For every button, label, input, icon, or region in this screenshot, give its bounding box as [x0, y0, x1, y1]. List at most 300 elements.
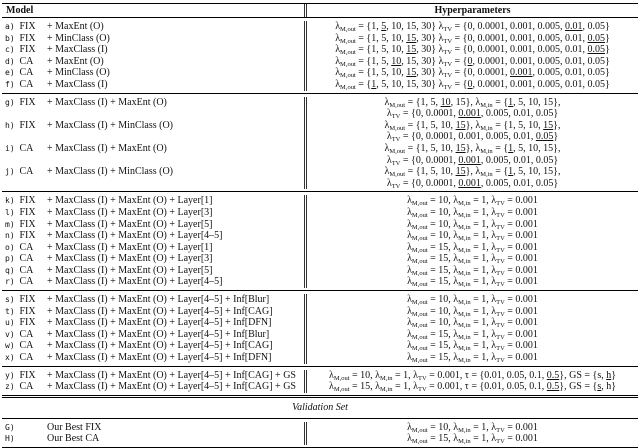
model-type: FIX	[19, 96, 36, 108]
model-description: + MaxEnt (O)	[47, 21, 104, 32]
row-label	[5, 370, 47, 382]
hp-text: = {	[452, 55, 468, 67]
hp-subscript: TV	[496, 438, 505, 446]
hp-subscript: M,out	[411, 200, 428, 208]
hp-line	[307, 97, 638, 109]
model-cell	[2, 207, 304, 219]
hp-subscript: M,in	[458, 258, 471, 266]
hp-text: λ	[407, 276, 412, 288]
hyperparameters-cell	[304, 381, 638, 393]
hp-text: λ	[384, 166, 390, 178]
hp-subscript: M,out	[340, 49, 356, 57]
hp-text: λ	[407, 340, 412, 352]
hp-text: λ	[335, 44, 341, 56]
hp-subscript: M,out	[411, 333, 428, 341]
hp-subscript: M,in	[458, 322, 471, 330]
hp-line	[307, 44, 638, 56]
row-id: i)	[5, 143, 15, 153]
model-type: FIX	[19, 317, 36, 329]
hp-underlined-best: 15	[455, 166, 466, 178]
hp-subscript: M,in	[458, 235, 471, 243]
model-cell	[2, 166, 304, 189]
hp-text: = 1, λ	[392, 381, 418, 393]
hp-subscript: TV	[496, 246, 505, 254]
hp-subscript: M,out	[411, 322, 428, 330]
model-type: FIX	[19, 44, 36, 56]
hp-text: = 15, λ	[427, 264, 459, 276]
hp-underlined-best: 0	[467, 55, 473, 67]
hp-text: λ	[384, 96, 390, 108]
hp-text: , 15, 30} λ	[401, 55, 444, 67]
hp-subscript: TV	[496, 223, 505, 231]
row-label	[5, 166, 47, 178]
hp-text: = {1, 5, 10,	[355, 67, 407, 79]
model-description: + MaxEnt (O)	[47, 55, 104, 67]
hp-subscript: M,in	[458, 438, 471, 446]
hp-text: λ	[328, 381, 334, 393]
hp-underlined-best: 1	[508, 166, 514, 178]
hp-text: = 15, λ	[427, 241, 459, 253]
model-type: FIX	[19, 230, 36, 242]
hp-underlined-best: 0.05	[587, 32, 605, 44]
model-type: CA	[19, 142, 34, 154]
model-cell	[2, 143, 304, 166]
hp-text: λ	[407, 294, 412, 306]
hp-line	[307, 108, 638, 120]
hp-text: = 0.001	[504, 206, 538, 218]
hp-subscript: TV	[496, 200, 505, 208]
hp-subscript: M,out	[411, 258, 428, 266]
hp-underlined-best: 15	[406, 32, 417, 44]
hp-text: = 1, λ	[470, 421, 497, 433]
hp-line	[307, 79, 638, 91]
hp-text: = 10, λ	[427, 230, 459, 242]
hp-subscript: TV	[496, 269, 505, 277]
model-description: + MaxClass (I)	[47, 44, 108, 56]
hp-underlined-best: 15	[455, 119, 466, 131]
hp-underlined-best: 0.05	[535, 131, 554, 143]
hp-subscript: TV	[391, 182, 401, 190]
hp-text: λ	[386, 177, 392, 189]
hp-text: = 0.001	[504, 195, 538, 207]
hp-text: , 5, 10, 15, 30} λ	[376, 78, 444, 90]
model-cell	[2, 381, 304, 393]
hp-underlined-best: 0.001	[510, 67, 533, 79]
model-cell	[2, 370, 304, 382]
hp-text: , h}	[601, 381, 617, 393]
hp-text: λ	[407, 421, 412, 433]
hp-subscript: TV	[443, 72, 453, 80]
hp-line	[307, 56, 638, 68]
hp-subscript: M,out	[340, 37, 356, 45]
hp-subscript: M,out	[411, 345, 428, 353]
table-row	[2, 67, 638, 79]
validation-set-heading: Validation Set	[2, 395, 638, 418]
model-type: FIX	[19, 206, 36, 218]
row-label	[5, 433, 47, 445]
hp-text: = 15, λ	[427, 340, 459, 352]
hp-text: = 0.001, τ = {0.01, 0.05, 0.1,	[426, 369, 547, 381]
model-cell	[2, 306, 304, 318]
hp-line	[307, 195, 638, 207]
hp-text: = 0.001	[504, 218, 538, 230]
hp-text: λ	[335, 21, 341, 32]
hp-subscript: M,out	[411, 246, 428, 254]
table-row	[2, 352, 638, 364]
model-type: FIX	[19, 305, 36, 317]
hp-subscript: M,out	[389, 101, 406, 109]
hp-subscript: TV	[496, 211, 505, 219]
model-cell	[2, 97, 304, 120]
hp-text: , 30} λ	[416, 44, 444, 56]
row-label	[5, 276, 47, 288]
hp-text: = {0, 0.0001,	[452, 67, 510, 79]
row-label	[5, 422, 47, 434]
table-row	[2, 219, 638, 231]
hp-text: , 0.0001, 0.001, 0.005, 0.01, 0.05}	[472, 78, 610, 90]
model-cell	[2, 253, 304, 265]
hp-underlined-best: 15	[406, 67, 417, 79]
hp-line	[307, 352, 638, 364]
hyperparameters-cell	[304, 352, 638, 364]
hp-subscript: M,out	[411, 438, 428, 446]
hyperparameter-table	[2, 3, 638, 448]
hp-text: = 1, λ	[470, 206, 497, 218]
model-type: FIX	[19, 369, 36, 381]
hp-text: = 0.001	[504, 352, 538, 364]
row-label	[5, 219, 47, 231]
table-row	[2, 21, 638, 33]
hp-text: , 10, 15, 30} λ	[386, 21, 444, 32]
hyperparameters-cell	[304, 21, 638, 33]
model-type: CA	[19, 241, 34, 253]
hp-text: }	[611, 369, 617, 381]
hp-line	[307, 422, 638, 434]
hp-line	[307, 67, 638, 79]
hp-underlined-best: 1	[371, 78, 377, 90]
hp-subscript: M,out	[411, 269, 428, 277]
hp-underlined-best: 0.5	[546, 369, 560, 381]
model-description: + MaxClass (I) + MaxEnt (O) + Layer[3]	[47, 206, 213, 218]
row-id: k)	[5, 196, 15, 206]
hp-text: λ	[407, 218, 412, 230]
hp-text: λ	[407, 433, 412, 445]
hp-text: = {0, 0.0001, 0.001, 0.005,	[452, 21, 565, 32]
hp-text: = 10, λ	[427, 305, 459, 317]
hp-text: = 1, λ	[470, 433, 497, 445]
hp-text: }, GS = {s,	[559, 369, 607, 381]
model-cell	[2, 329, 304, 341]
hp-text: = 1, λ	[470, 340, 497, 352]
row-id: G)	[5, 422, 15, 432]
hp-underlined-best: 0.01	[565, 21, 583, 32]
hyperparameters-cell	[304, 79, 638, 91]
header-row	[2, 4, 638, 17]
model-cell	[2, 422, 304, 434]
hp-text: λ	[384, 142, 390, 154]
hp-text: = 1, λ	[470, 328, 497, 340]
model-type: CA	[19, 55, 34, 67]
hp-subscript: M,in	[458, 310, 471, 318]
hp-line	[307, 155, 638, 167]
row-id: y)	[5, 370, 15, 380]
table-row	[2, 44, 638, 56]
hp-subscript: M,in	[458, 333, 471, 341]
hp-subscript: TV	[496, 258, 505, 266]
hp-subscript: M,out	[411, 357, 428, 365]
model-description: + MaxClass (I) + MaxEnt (O) + Layer[4–5] + Inf[DFN]	[47, 317, 272, 329]
hyperparameters-cell	[304, 120, 638, 143]
hp-subscript: TV	[443, 37, 453, 45]
hp-text: = {1, 5, 10,	[355, 32, 407, 44]
hp-subscript: TV	[496, 299, 505, 307]
hp-text: λ	[328, 369, 334, 381]
hp-text: = 0.001	[504, 305, 538, 317]
hp-subscript: M,out	[389, 171, 406, 179]
model-cell	[2, 21, 304, 33]
model-type: CA	[19, 381, 34, 393]
hp-subscript: TV	[496, 426, 505, 434]
hyperparameters-cell	[304, 33, 638, 45]
model-type: FIX	[19, 195, 36, 207]
hp-subscript: TV	[496, 357, 505, 365]
hp-text: λ	[407, 352, 412, 364]
hp-line	[307, 230, 638, 242]
hp-text: λ	[384, 119, 390, 131]
model-type: CA	[19, 166, 34, 178]
hp-subscript: TV	[443, 26, 453, 33]
row-label	[5, 44, 47, 56]
hp-subscript: M,out	[411, 299, 428, 307]
hp-text: λ	[407, 264, 412, 276]
hp-line	[307, 433, 638, 445]
table-row	[2, 143, 638, 166]
hyperparameters-cell	[304, 44, 638, 56]
hp-subscript: TV	[496, 310, 505, 318]
hp-subscript: M,in	[458, 357, 471, 365]
hp-subscript: M,in	[458, 299, 471, 307]
row-label	[5, 56, 47, 68]
hp-subscript: M,out	[340, 83, 356, 91]
row-label	[5, 230, 47, 242]
row-label	[5, 33, 47, 45]
hp-underlined-best: 0.001	[458, 108, 481, 120]
model-description: Our Best FIX	[47, 421, 102, 433]
hp-line	[307, 207, 638, 219]
hp-text: }, λ	[465, 142, 481, 154]
hp-line	[307, 33, 638, 45]
model-description: + MaxClass (I) + MaxEnt (O) + Layer[4–5]	[47, 230, 223, 242]
hp-text: = 0.001	[504, 317, 538, 329]
model-description: + MaxClass (I) + MaxEnt (O) + Layer[4–5] + Inf[CAG] + GS	[47, 381, 296, 393]
hp-underlined-best: 10	[391, 55, 402, 67]
row-id: p)	[5, 254, 15, 264]
row-label	[5, 265, 47, 277]
row-id: j)	[5, 167, 15, 177]
hp-text: = 1, λ	[470, 253, 497, 265]
hyperparameters-cell	[304, 56, 638, 68]
hp-subscript: M,in	[480, 147, 493, 155]
table-section	[2, 290, 638, 366]
table-row	[2, 33, 638, 45]
model-cell	[2, 195, 304, 207]
row-label	[5, 294, 47, 306]
hp-subscript: TV	[443, 49, 453, 57]
hp-subscript: M,out	[389, 124, 406, 132]
hp-line	[307, 21, 638, 33]
model-cell	[2, 219, 304, 231]
table-row	[2, 230, 638, 242]
row-label	[5, 317, 47, 329]
hp-underlined-best: 15	[543, 119, 554, 131]
hp-subscript: M,in	[480, 101, 493, 109]
hp-text: = 0.001	[504, 340, 538, 352]
hp-underlined-best: 10	[440, 96, 451, 108]
hp-text: = 10, λ	[427, 206, 459, 218]
hp-text: = 0.001	[504, 328, 538, 340]
hp-text: = 10, λ	[427, 294, 459, 306]
row-label	[5, 120, 47, 132]
hp-text: , 0.0001, 0.001, 0.005, 0.01, 0.05}	[472, 55, 610, 67]
hp-text: λ	[386, 131, 392, 143]
row-id: z)	[5, 382, 15, 392]
hyperparameters-cell	[304, 207, 638, 219]
row-label	[5, 97, 47, 109]
model-type: FIX	[19, 218, 36, 230]
hp-text: = 0.001	[504, 433, 538, 445]
hp-subscript: M,in	[458, 200, 471, 208]
hp-text: = {1,	[355, 21, 382, 32]
hp-underlined-best: 0	[467, 78, 473, 90]
row-id: c)	[5, 45, 15, 55]
hp-text: = 1, λ	[470, 294, 497, 306]
row-id: a)	[5, 22, 15, 31]
hp-text: = 1, λ	[470, 317, 497, 329]
model-description: + MaxClass (I) + MaxEnt (O) + Layer[5]	[47, 264, 213, 276]
hp-text: = {0, 0.0001,	[400, 177, 459, 189]
hp-text: = 0.001	[504, 230, 538, 242]
row-id: e)	[5, 68, 15, 78]
row-id: s)	[5, 295, 15, 305]
hp-line	[307, 329, 638, 341]
hyperparameters-cell	[304, 230, 638, 242]
hp-text: = 15, λ	[349, 381, 381, 393]
model-description: + MaxClass (I) + MinClass (O)	[47, 166, 173, 178]
row-label	[5, 306, 47, 318]
hp-line	[307, 166, 638, 178]
row-id: H)	[5, 434, 15, 444]
model-type: CA	[19, 67, 34, 79]
hp-text: }	[605, 44, 610, 56]
table-row	[2, 381, 638, 393]
hp-text: , 15}, λ	[450, 96, 481, 108]
model-cell	[2, 433, 304, 445]
row-id: g)	[5, 97, 15, 107]
hp-text: = {	[355, 78, 372, 90]
model-description: + MaxClass (I) + MaxEnt (O) + Layer[1]	[47, 195, 213, 207]
hp-text: , 30} λ	[416, 67, 444, 79]
hp-underlined-best: 1	[508, 142, 514, 154]
hp-text: = 15, λ	[427, 328, 459, 340]
hp-subscript: M,in	[458, 345, 471, 353]
hp-underlined-best: 5	[381, 21, 387, 32]
model-cell	[2, 317, 304, 329]
hp-subscript: TV	[496, 235, 505, 243]
hp-text: = {1, 5, 10,	[492, 119, 544, 131]
hyperparameters-cell	[304, 195, 638, 207]
table-section	[2, 366, 638, 395]
table-row	[2, 276, 638, 288]
row-label	[5, 242, 47, 254]
hp-text: λ	[335, 67, 341, 79]
hp-text: = 0.001, τ = {0.01, 0.05, 0.1,	[426, 381, 547, 393]
hp-subscript: M,out	[340, 72, 356, 80]
model-description: + MaxClass (I) + MaxEnt (O) + Layer[4–5]	[47, 276, 223, 288]
hp-subscript: M,in	[458, 223, 471, 231]
table-row	[2, 56, 638, 68]
hp-subscript: TV	[496, 345, 505, 353]
model-description: + MaxClass (I) + MaxEnt (O)	[47, 142, 167, 154]
hp-underlined-best: 15	[406, 44, 417, 56]
header-hyperparameters: Hyperparameters	[304, 4, 638, 17]
model-type: FIX	[19, 21, 36, 32]
hp-text: λ	[407, 206, 412, 218]
hp-subscript: M,in	[380, 374, 393, 382]
hp-subscript: M,in	[458, 269, 471, 277]
row-label	[5, 352, 47, 364]
hp-text: = 0.001	[504, 241, 538, 253]
model-cell	[2, 340, 304, 352]
row-id: o)	[5, 242, 15, 252]
row-id: f)	[5, 79, 15, 89]
hyperparameters-cell	[304, 433, 638, 445]
table-row	[2, 242, 638, 254]
table-row	[2, 195, 638, 207]
row-label	[5, 79, 47, 91]
row-label	[5, 207, 47, 219]
hp-text: λ	[386, 154, 392, 166]
table-section	[2, 191, 638, 290]
model-description: + MaxClass (I) + MaxEnt (O)	[47, 96, 167, 108]
hp-subscript: M,in	[458, 211, 471, 219]
hp-text: λ	[335, 32, 341, 44]
hyperparameters-cell	[304, 97, 638, 120]
hp-text: = 1, λ	[470, 195, 497, 207]
table-row	[2, 253, 638, 265]
hp-text: = 10, λ	[349, 369, 381, 381]
hp-text: = {0, 0.0001,	[400, 154, 459, 166]
table-row	[2, 422, 638, 434]
model-type: CA	[19, 352, 34, 364]
hp-subscript: TV	[391, 136, 401, 144]
hp-underlined-best: s	[597, 381, 602, 393]
hp-text: = 15, λ	[427, 276, 459, 288]
hp-text: = 1, λ	[470, 276, 497, 288]
hp-underlined-best: 0.001	[458, 177, 481, 189]
hp-text: λ	[407, 241, 412, 253]
hyperparameters-cell	[304, 422, 638, 434]
model-cell	[2, 44, 304, 56]
model-description: + MaxClass (I) + MinClass (O)	[47, 119, 173, 131]
hp-text: = 1, λ	[470, 352, 497, 364]
hp-text: λ	[407, 328, 412, 340]
hp-text: , 30} λ	[416, 32, 444, 44]
row-id: l)	[5, 207, 15, 217]
hp-subscript: TV	[496, 322, 505, 330]
hp-line	[307, 219, 638, 231]
hp-text: = 0.001	[504, 264, 538, 276]
hp-text: = {1, 5, 10,	[355, 44, 407, 56]
